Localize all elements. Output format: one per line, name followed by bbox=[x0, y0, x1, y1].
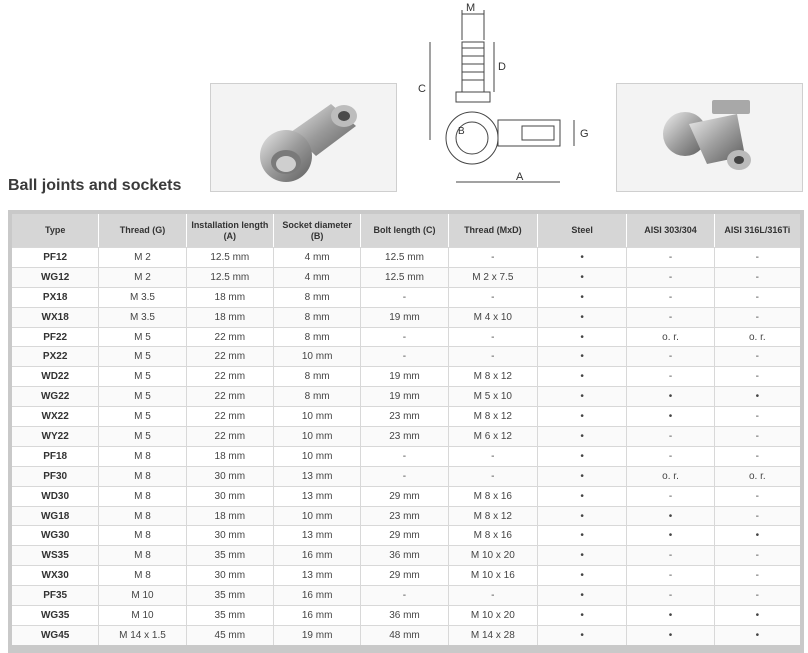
table-cell: M 2 bbox=[99, 267, 186, 287]
table-cell: - bbox=[449, 346, 538, 366]
col-header: Socket diameter (B) bbox=[274, 214, 361, 247]
technical-drawing bbox=[410, 0, 610, 195]
table-cell: • bbox=[538, 386, 627, 406]
ball-socket-photo bbox=[210, 83, 397, 192]
table-cell: 19 mm bbox=[361, 386, 448, 406]
type-cell: WX22 bbox=[12, 406, 99, 426]
table-cell: • bbox=[538, 247, 627, 267]
table-cell: M 8 bbox=[99, 506, 186, 526]
table-cell: M 8 bbox=[99, 466, 186, 486]
table-cell: - bbox=[715, 406, 800, 426]
table-cell: - bbox=[627, 346, 714, 366]
table-cell: • bbox=[627, 386, 714, 406]
table-cell: - bbox=[361, 466, 448, 486]
table-cell: 30 mm bbox=[187, 486, 274, 506]
table-cell: 36 mm bbox=[361, 605, 448, 625]
table-cell: - bbox=[715, 506, 800, 526]
table-cell: M 10 bbox=[99, 585, 186, 605]
table-cell: 16 mm bbox=[274, 585, 361, 605]
table-cell: • bbox=[627, 506, 714, 526]
table-cell: 22 mm bbox=[187, 426, 274, 446]
table-cell: • bbox=[538, 346, 627, 366]
table-row bbox=[12, 605, 800, 625]
table-cell: 18 mm bbox=[187, 287, 274, 307]
table-cell: M 5 bbox=[99, 386, 186, 406]
table-cell: 18 mm bbox=[187, 506, 274, 526]
table-cell: M 8 x 16 bbox=[449, 525, 538, 545]
table-cell: • bbox=[715, 605, 800, 625]
table-cell: M 5 bbox=[99, 327, 186, 347]
table-row bbox=[12, 426, 800, 446]
table-cell: 45 mm bbox=[187, 625, 274, 645]
table-cell: 22 mm bbox=[187, 346, 274, 366]
table-cell: - bbox=[715, 565, 800, 585]
table-cell: 8 mm bbox=[274, 307, 361, 327]
type-cell: WD22 bbox=[12, 366, 99, 386]
table-cell: M 8 bbox=[99, 486, 186, 506]
table-cell: M 4 x 10 bbox=[449, 307, 538, 327]
table-row bbox=[12, 565, 800, 585]
table-cell: M 3.5 bbox=[99, 307, 186, 327]
table-row bbox=[12, 446, 800, 466]
table-cell: • bbox=[538, 625, 627, 645]
table-cell: M 6 x 12 bbox=[449, 426, 538, 446]
table-cell: 30 mm bbox=[187, 565, 274, 585]
table-cell: 10 mm bbox=[274, 426, 361, 446]
table-cell: - bbox=[361, 287, 448, 307]
col-header: Thread (G) bbox=[99, 214, 186, 247]
table-row bbox=[12, 346, 800, 366]
table-cell: - bbox=[627, 446, 714, 466]
table-cell: • bbox=[715, 525, 800, 545]
table-cell: • bbox=[627, 625, 714, 645]
table-row bbox=[12, 267, 800, 287]
table-cell: • bbox=[538, 406, 627, 426]
table-cell: - bbox=[715, 585, 800, 605]
type-cell: PX18 bbox=[12, 287, 99, 307]
table-cell: o. r. bbox=[715, 466, 800, 486]
label-a: A bbox=[516, 171, 524, 183]
table-cell: • bbox=[538, 426, 627, 446]
table-cell: - bbox=[715, 545, 800, 565]
section-title: Ball joints and sockets bbox=[8, 177, 182, 194]
table-cell: M 5 bbox=[99, 346, 186, 366]
table-cell: - bbox=[449, 287, 538, 307]
table-cell: 12.5 mm bbox=[187, 267, 274, 287]
table-cell: M 8 x 12 bbox=[449, 406, 538, 426]
table-cell: 19 mm bbox=[274, 625, 361, 645]
table-row bbox=[12, 506, 800, 526]
type-cell: WG30 bbox=[12, 525, 99, 545]
label-d: D bbox=[498, 61, 506, 73]
table-header-row bbox=[12, 214, 800, 247]
table-cell: 29 mm bbox=[361, 525, 448, 545]
table-cell: - bbox=[361, 346, 448, 366]
table-cell: 18 mm bbox=[187, 307, 274, 327]
table-cell: - bbox=[627, 307, 714, 327]
table-cell: 30 mm bbox=[187, 466, 274, 486]
table-row bbox=[12, 525, 800, 545]
table-cell: - bbox=[715, 486, 800, 506]
table-cell: 36 mm bbox=[361, 545, 448, 565]
type-cell: PF18 bbox=[12, 446, 99, 466]
table-cell: M 3.5 bbox=[99, 287, 186, 307]
table-cell: 13 mm bbox=[274, 525, 361, 545]
table-cell: 22 mm bbox=[187, 327, 274, 347]
table-cell: 22 mm bbox=[187, 386, 274, 406]
type-cell: WG12 bbox=[12, 267, 99, 287]
table-cell: M 8 bbox=[99, 545, 186, 565]
table-cell: 8 mm bbox=[274, 386, 361, 406]
table-cell: 29 mm bbox=[361, 565, 448, 585]
table-cell: o. r. bbox=[715, 327, 800, 347]
table-row bbox=[12, 307, 800, 327]
table-cell: - bbox=[627, 486, 714, 506]
table-cell: • bbox=[538, 446, 627, 466]
table-cell: - bbox=[715, 366, 800, 386]
table-cell: 48 mm bbox=[361, 625, 448, 645]
table-cell: M 14 x 28 bbox=[449, 625, 538, 645]
table-cell: 30 mm bbox=[187, 525, 274, 545]
table-row bbox=[12, 366, 800, 386]
col-header: AISI 303/304 bbox=[627, 214, 714, 247]
table-row bbox=[12, 287, 800, 307]
table-cell: - bbox=[449, 247, 538, 267]
table-cell: - bbox=[715, 287, 800, 307]
table-cell: - bbox=[715, 307, 800, 327]
table-cell: M 8 bbox=[99, 525, 186, 545]
table-row bbox=[12, 466, 800, 486]
table-cell: 4 mm bbox=[274, 247, 361, 267]
col-header: Installation length (A) bbox=[187, 214, 274, 247]
type-cell: WD30 bbox=[12, 486, 99, 506]
table-cell: • bbox=[538, 466, 627, 486]
table-cell: - bbox=[715, 267, 800, 287]
table-cell: - bbox=[627, 426, 714, 446]
col-header: Bolt length (C) bbox=[361, 214, 448, 247]
table-cell: - bbox=[627, 267, 714, 287]
table-cell: - bbox=[449, 327, 538, 347]
ball-joint-photo bbox=[616, 83, 803, 192]
table-row bbox=[12, 327, 800, 347]
table-cell: - bbox=[715, 426, 800, 446]
type-cell: WX30 bbox=[12, 565, 99, 585]
type-cell: PX22 bbox=[12, 346, 99, 366]
table-cell: - bbox=[449, 585, 538, 605]
type-cell: WG22 bbox=[12, 386, 99, 406]
table-cell: 10 mm bbox=[274, 406, 361, 426]
table-cell: M 8 bbox=[99, 565, 186, 585]
table-cell: • bbox=[538, 327, 627, 347]
table-cell: 12.5 mm bbox=[187, 247, 274, 267]
table-cell: 8 mm bbox=[274, 327, 361, 347]
table-cell: o. r. bbox=[627, 466, 714, 486]
table-cell: M 2 bbox=[99, 247, 186, 267]
table-row bbox=[12, 406, 800, 426]
table-cell: - bbox=[715, 446, 800, 466]
table-cell: o. r. bbox=[627, 327, 714, 347]
table-cell: M 8 x 16 bbox=[449, 486, 538, 506]
table-cell: • bbox=[715, 386, 800, 406]
table-cell: • bbox=[538, 267, 627, 287]
table-cell: • bbox=[538, 545, 627, 565]
table-row bbox=[12, 625, 800, 645]
table-cell: • bbox=[538, 366, 627, 386]
table-cell: 23 mm bbox=[361, 426, 448, 446]
table-cell: 13 mm bbox=[274, 565, 361, 585]
table-cell: • bbox=[538, 506, 627, 526]
table-row bbox=[12, 247, 800, 267]
table-cell: 12.5 mm bbox=[361, 267, 448, 287]
table-cell: 35 mm bbox=[187, 585, 274, 605]
table-row bbox=[12, 486, 800, 506]
table-cell: 16 mm bbox=[274, 545, 361, 565]
table-cell: M 10 x 20 bbox=[449, 605, 538, 625]
table-cell: • bbox=[538, 287, 627, 307]
specs-table-container bbox=[8, 210, 804, 653]
table-cell: - bbox=[627, 565, 714, 585]
type-cell: PF35 bbox=[12, 585, 99, 605]
table-cell: M 10 x 16 bbox=[449, 565, 538, 585]
table-cell: 23 mm bbox=[361, 506, 448, 526]
table-cell: 18 mm bbox=[187, 446, 274, 466]
table-cell: M 10 bbox=[99, 605, 186, 625]
table-cell: • bbox=[627, 406, 714, 426]
table-cell: 8 mm bbox=[274, 287, 361, 307]
table-cell: 35 mm bbox=[187, 545, 274, 565]
table-cell: M 14 x 1.5 bbox=[99, 625, 186, 645]
table-body bbox=[12, 247, 800, 645]
table-cell: • bbox=[538, 486, 627, 506]
table-cell: M 8 x 12 bbox=[449, 506, 538, 526]
table-cell: M 5 bbox=[99, 366, 186, 386]
table-cell: M 8 bbox=[99, 446, 186, 466]
table-cell: - bbox=[627, 247, 714, 267]
table-cell: M 8 x 12 bbox=[449, 366, 538, 386]
type-cell: PF12 bbox=[12, 247, 99, 267]
table-cell: 13 mm bbox=[274, 466, 361, 486]
table-cell: • bbox=[538, 605, 627, 625]
label-g: G bbox=[580, 128, 589, 140]
table-cell: • bbox=[538, 307, 627, 327]
table-cell: - bbox=[361, 327, 448, 347]
col-header: AISI 316L/316Ti bbox=[715, 214, 800, 247]
type-cell: WY22 bbox=[12, 426, 99, 446]
table-cell: M 5 x 10 bbox=[449, 386, 538, 406]
type-cell: WG18 bbox=[12, 506, 99, 526]
table-cell: • bbox=[538, 565, 627, 585]
label-b: B bbox=[458, 126, 465, 137]
table-cell: 22 mm bbox=[187, 406, 274, 426]
col-header: Type bbox=[12, 214, 99, 247]
table-cell: M 10 x 20 bbox=[449, 545, 538, 565]
table-cell: 8 mm bbox=[274, 366, 361, 386]
table-cell: 35 mm bbox=[187, 605, 274, 625]
table-cell: M 5 bbox=[99, 406, 186, 426]
table-cell: 19 mm bbox=[361, 307, 448, 327]
table-cell: 29 mm bbox=[361, 486, 448, 506]
table-cell: - bbox=[627, 366, 714, 386]
table-cell: 22 mm bbox=[187, 366, 274, 386]
table-cell: 10 mm bbox=[274, 346, 361, 366]
type-cell: WG45 bbox=[12, 625, 99, 645]
table-cell: • bbox=[627, 605, 714, 625]
type-cell: WX18 bbox=[12, 307, 99, 327]
table-cell: 19 mm bbox=[361, 366, 448, 386]
table-cell: - bbox=[715, 247, 800, 267]
table-row bbox=[12, 386, 800, 406]
type-cell: PF30 bbox=[12, 466, 99, 486]
table-cell: - bbox=[627, 545, 714, 565]
col-header: Thread (MxD) bbox=[449, 214, 538, 247]
table-cell: • bbox=[715, 625, 800, 645]
specs-table bbox=[12, 214, 800, 645]
table-cell: - bbox=[361, 446, 448, 466]
table-cell: - bbox=[449, 446, 538, 466]
table-cell: M 5 bbox=[99, 426, 186, 446]
table-row bbox=[12, 545, 800, 565]
table-cell: - bbox=[449, 466, 538, 486]
type-cell: WS35 bbox=[12, 545, 99, 565]
table-cell: - bbox=[627, 287, 714, 307]
table-cell: 4 mm bbox=[274, 267, 361, 287]
type-cell: PF22 bbox=[12, 327, 99, 347]
table-cell: 23 mm bbox=[361, 406, 448, 426]
table-cell: • bbox=[538, 585, 627, 605]
table-cell: 10 mm bbox=[274, 506, 361, 526]
table-cell: - bbox=[627, 585, 714, 605]
table-cell: • bbox=[627, 525, 714, 545]
table-cell: 13 mm bbox=[274, 486, 361, 506]
table-cell: • bbox=[538, 525, 627, 545]
table-row bbox=[12, 585, 800, 605]
table-cell: - bbox=[715, 346, 800, 366]
table-cell: 12.5 mm bbox=[361, 247, 448, 267]
table-cell: - bbox=[361, 585, 448, 605]
table-cell: M 2 x 7.5 bbox=[449, 267, 538, 287]
label-c: C bbox=[418, 83, 426, 95]
table-cell: 10 mm bbox=[274, 446, 361, 466]
col-header: Steel bbox=[538, 214, 627, 247]
label-m: M bbox=[466, 2, 476, 14]
table-cell: 16 mm bbox=[274, 605, 361, 625]
type-cell: WG35 bbox=[12, 605, 99, 625]
